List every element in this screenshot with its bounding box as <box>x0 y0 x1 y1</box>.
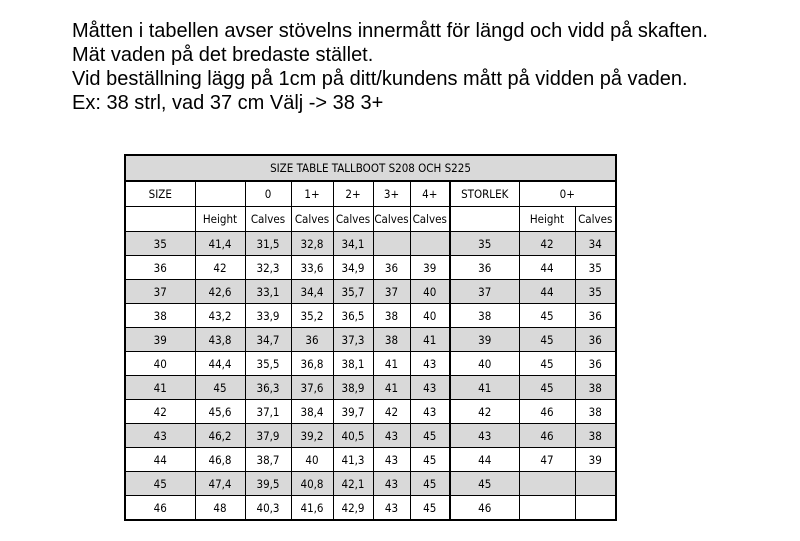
cell-size: 41 <box>125 376 195 400</box>
cell-calves-1plus: 40 <box>291 448 333 472</box>
cell-storlek: 36 <box>450 256 519 280</box>
header-4plus: 4+ <box>410 181 450 207</box>
cell-storlek: 37 <box>450 280 519 304</box>
cell-calves-0: 38,7 <box>245 448 291 472</box>
cell-storlek: 46 <box>450 496 519 521</box>
cell-calves-3plus <box>373 232 410 256</box>
intro-line: Måtten i tabellen avser stövelns innermått för längd och vidd på skaften. <box>72 20 708 42</box>
cell-calves-0: 40,3 <box>245 496 291 521</box>
cell-calves-0plus <box>575 472 616 496</box>
table-row <box>125 352 616 376</box>
cell-height: 46,2 <box>195 424 245 448</box>
cell-calves-0: 34,7 <box>245 328 291 352</box>
intro-line: Ex: 38 strl, vad 37 cm Välj -> 38 3+ <box>72 92 384 114</box>
cell-calves-1plus: 34,4 <box>291 280 333 304</box>
cell-calves-4plus <box>410 232 450 256</box>
cell-calves-3plus: 38 <box>373 304 410 328</box>
cell-height: 45 <box>195 376 245 400</box>
header-0plus: 0+ <box>519 181 616 207</box>
cell-height-0plus: 46 <box>519 400 575 424</box>
cell-calves-4plus: 40 <box>410 280 450 304</box>
cell-calves-0: 33,1 <box>245 280 291 304</box>
cell-height: 42,6 <box>195 280 245 304</box>
table-row <box>125 232 616 256</box>
subheader-height: Height <box>195 207 245 232</box>
header-0: 0 <box>245 181 291 207</box>
header-size: SIZE <box>125 181 195 207</box>
cell-calves-2plus: 39,7 <box>333 400 373 424</box>
cell-height-0plus: 45 <box>519 352 575 376</box>
cell-calves-4plus: 39 <box>410 256 450 280</box>
cell-calves-2plus: 42,1 <box>333 472 373 496</box>
cell-calves-2plus: 34,9 <box>333 256 373 280</box>
cell-calves-0: 33,9 <box>245 304 291 328</box>
cell-height-0plus: 46 <box>519 424 575 448</box>
cell-storlek: 45 <box>450 472 519 496</box>
cell-calves-1plus: 36 <box>291 328 333 352</box>
cell-height: 41,4 <box>195 232 245 256</box>
subheader-height-2: Height <box>519 207 575 232</box>
cell-calves-2plus: 35,7 <box>333 280 373 304</box>
cell-calves-0plus: 38 <box>575 424 616 448</box>
cell-calves-4plus: 43 <box>410 352 450 376</box>
size-table <box>124 154 617 521</box>
cell-calves-3plus: 41 <box>373 352 410 376</box>
cell-calves-1plus: 39,2 <box>291 424 333 448</box>
cell-height: 48 <box>195 496 245 521</box>
header-blank <box>195 181 245 207</box>
cell-calves-0: 37,9 <box>245 424 291 448</box>
cell-calves-0: 32,3 <box>245 256 291 280</box>
cell-storlek: 39 <box>450 328 519 352</box>
cell-height: 46,8 <box>195 448 245 472</box>
cell-size: 45 <box>125 472 195 496</box>
cell-calves-0: 35,5 <box>245 352 291 376</box>
table-row <box>125 280 616 304</box>
subheader-calves: Calves <box>333 207 373 232</box>
cell-calves-2plus: 36,5 <box>333 304 373 328</box>
cell-height-0plus: 45 <box>519 328 575 352</box>
cell-calves-1plus: 35,2 <box>291 304 333 328</box>
cell-calves-3plus: 37 <box>373 280 410 304</box>
cell-height-0plus: 44 <box>519 280 575 304</box>
cell-height-0plus: 42 <box>519 232 575 256</box>
table-row <box>125 448 616 472</box>
table-row <box>125 328 616 352</box>
subheader-calves: Calves <box>373 207 410 232</box>
cell-storlek: 42 <box>450 400 519 424</box>
intro-line: Mät vaden på det bredaste stället. <box>72 44 374 66</box>
cell-calves-1plus: 32,8 <box>291 232 333 256</box>
cell-calves-2plus: 37,3 <box>333 328 373 352</box>
cell-calves-2plus: 38,9 <box>333 376 373 400</box>
cell-calves-4plus: 45 <box>410 448 450 472</box>
cell-calves-2plus: 34,1 <box>333 232 373 256</box>
cell-calves-0: 31,5 <box>245 232 291 256</box>
cell-calves-0plus: 38 <box>575 376 616 400</box>
cell-calves-0plus: 35 <box>575 256 616 280</box>
cell-size: 39 <box>125 328 195 352</box>
cell-calves-3plus: 38 <box>373 328 410 352</box>
cell-height-0plus <box>519 496 575 521</box>
cell-calves-0plus: 38 <box>575 400 616 424</box>
cell-storlek: 43 <box>450 424 519 448</box>
table-row <box>125 304 616 328</box>
cell-calves-3plus: 41 <box>373 376 410 400</box>
cell-calves-1plus: 37,6 <box>291 376 333 400</box>
cell-calves-4plus: 45 <box>410 496 450 521</box>
cell-calves-3plus: 43 <box>373 496 410 521</box>
cell-calves-3plus: 43 <box>373 472 410 496</box>
cell-size: 37 <box>125 280 195 304</box>
cell-calves-4plus: 45 <box>410 424 450 448</box>
cell-size: 35 <box>125 232 195 256</box>
header-1plus: 1+ <box>291 181 333 207</box>
table-row <box>125 256 616 280</box>
subheader-storlek <box>450 207 519 232</box>
table-row <box>125 472 616 496</box>
cell-calves-1plus: 36,8 <box>291 352 333 376</box>
cell-height-0plus: 47 <box>519 448 575 472</box>
cell-calves-0plus: 35 <box>575 280 616 304</box>
subheader-calves: Calves <box>291 207 333 232</box>
cell-height: 43,2 <box>195 304 245 328</box>
cell-calves-0plus: 36 <box>575 304 616 328</box>
cell-calves-1plus: 41,6 <box>291 496 333 521</box>
cell-calves-1plus: 33,6 <box>291 256 333 280</box>
table-title: SIZE TABLE TALLBOOT S208 OCH S225 <box>125 155 616 181</box>
cell-storlek: 41 <box>450 376 519 400</box>
cell-calves-2plus: 40,5 <box>333 424 373 448</box>
cell-calves-2plus: 41,3 <box>333 448 373 472</box>
cell-size: 46 <box>125 496 195 521</box>
cell-storlek: 40 <box>450 352 519 376</box>
cell-size: 36 <box>125 256 195 280</box>
subheader-calves: Calves <box>410 207 450 232</box>
cell-height-0plus: 44 <box>519 256 575 280</box>
cell-calves-3plus: 36 <box>373 256 410 280</box>
cell-calves-3plus: 42 <box>373 400 410 424</box>
cell-calves-2plus: 38,1 <box>333 352 373 376</box>
table-row <box>125 400 616 424</box>
cell-height: 47,4 <box>195 472 245 496</box>
cell-calves-1plus: 38,4 <box>291 400 333 424</box>
cell-height-0plus: 45 <box>519 304 575 328</box>
cell-size: 42 <box>125 400 195 424</box>
header-storlek: STORLEK <box>450 181 519 207</box>
header-3plus: 3+ <box>373 181 410 207</box>
cell-height: 44,4 <box>195 352 245 376</box>
table-row <box>125 424 616 448</box>
cell-calves-0plus: 36 <box>575 328 616 352</box>
table-row <box>125 376 616 400</box>
cell-calves-3plus: 43 <box>373 448 410 472</box>
subheader-calves: Calves <box>245 207 291 232</box>
cell-size: 40 <box>125 352 195 376</box>
cell-storlek: 44 <box>450 448 519 472</box>
cell-calves-0plus: 36 <box>575 352 616 376</box>
cell-calves-1plus: 40,8 <box>291 472 333 496</box>
cell-calves-2plus: 42,9 <box>333 496 373 521</box>
cell-calves-0plus: 34 <box>575 232 616 256</box>
cell-size: 43 <box>125 424 195 448</box>
cell-height: 42 <box>195 256 245 280</box>
intro-line: Vid beställning lägg på 1cm på ditt/kundens mått på vidden på vaden. <box>72 68 688 90</box>
cell-calves-4plus: 43 <box>410 376 450 400</box>
cell-storlek: 38 <box>450 304 519 328</box>
cell-height: 45,6 <box>195 400 245 424</box>
cell-calves-4plus: 45 <box>410 472 450 496</box>
cell-calves-4plus: 43 <box>410 400 450 424</box>
cell-height-0plus <box>519 472 575 496</box>
cell-calves-0plus <box>575 496 616 521</box>
header-2plus: 2+ <box>333 181 373 207</box>
cell-height: 43,8 <box>195 328 245 352</box>
subheader-calves-2: Calves <box>575 207 616 232</box>
subheader-size <box>125 207 195 232</box>
cell-calves-4plus: 40 <box>410 304 450 328</box>
cell-calves-4plus: 41 <box>410 328 450 352</box>
cell-calves-0: 37,1 <box>245 400 291 424</box>
table-row <box>125 496 616 521</box>
cell-storlek: 35 <box>450 232 519 256</box>
cell-size: 44 <box>125 448 195 472</box>
cell-calves-0: 39,5 <box>245 472 291 496</box>
intro-text <box>72 19 708 115</box>
cell-size: 38 <box>125 304 195 328</box>
cell-height-0plus: 45 <box>519 376 575 400</box>
cell-calves-3plus: 43 <box>373 424 410 448</box>
cell-calves-0plus: 39 <box>575 448 616 472</box>
cell-calves-0: 36,3 <box>245 376 291 400</box>
